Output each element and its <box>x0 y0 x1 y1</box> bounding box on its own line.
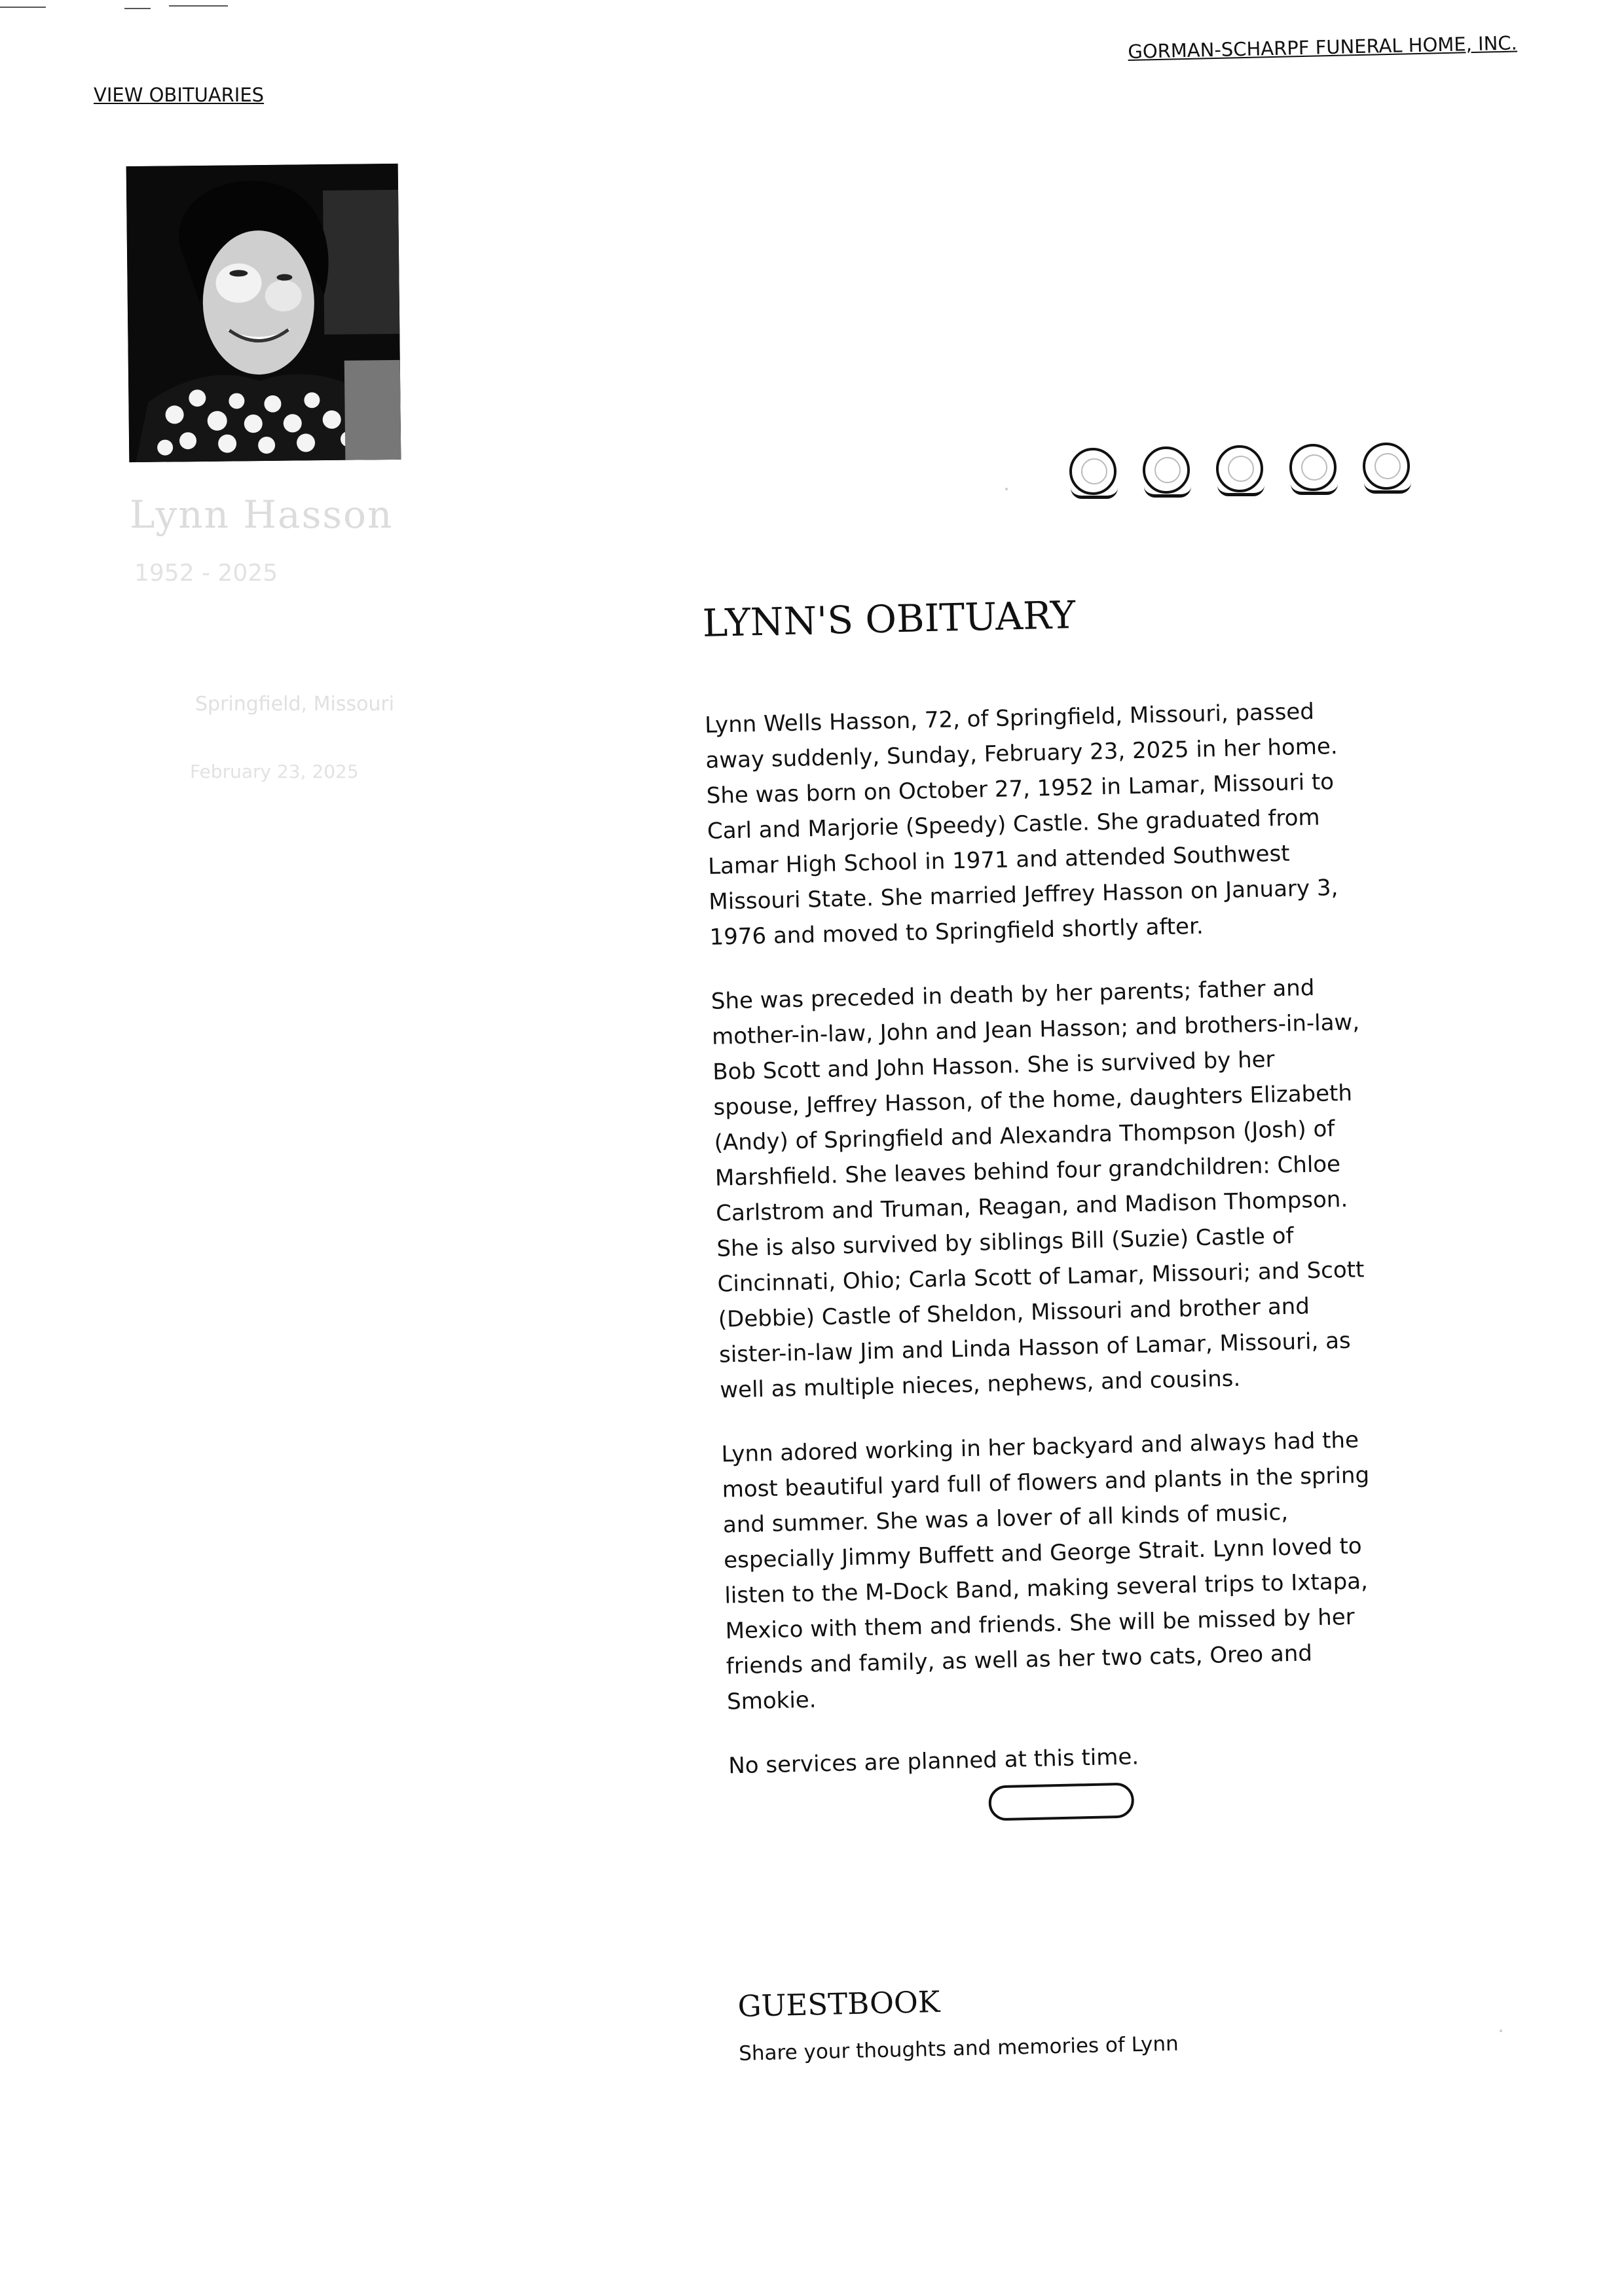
scan-speck <box>1500 2030 1502 2032</box>
obituary-paragraph: Lynn adored working in her backyard and always had the most beautiful yard full of flowers and plants in the spring and summer. She was a lover of all kinds of music, especially Jimmy Buffett and George Strait. Lynn loved to listen to the M-Dock Band, making several trips to Ixtapa, Mexico with them and friends. She will be missed by her friends and family, as well as her two cats, Oreo and Smokie. <box>721 1427 1370 1715</box>
life-dates: 1952 - 2025 <box>134 560 278 587</box>
sidebar-detail-line: Springfield, Missouri <box>195 693 395 716</box>
guestbook-section <box>737 1976 1328 2066</box>
funeral-home-link[interactable]: GORMAN-SCHARPF FUNERAL HOME, INC. <box>1128 31 1518 63</box>
obituary-title: LYNN'S OBITUARY <box>702 592 1077 646</box>
read-more-button[interactable] <box>988 1783 1134 1821</box>
link-icon[interactable] <box>1363 443 1410 490</box>
share-buttons <box>1069 445 1423 504</box>
obituary-paragraph: She was preceded in death by her parents; father and mother-in-law, John and Jean Hasson; and brothers-in-law, Bob Scott and John Hasson. She is survived by her spouse, Jeffrey Hasson, of the home, daughters Elizabeth (Andy) of Springfield and Alexandra Thompson (Josh) of Marshfield. She leaves behind four grandchildren: Chloe Carlstrom and Truman, Reagan, and Madison Thompson. She is also survived by siblings Bill (Suzie) Castle of Cincinnati, Ohio; Carla Scott of Lamar, Missouri; and Scott (Debbie) Castle of Sheldon, Missouri and brother and sister-in-law Jim and Linda Hasson of Lamar, Missouri, as well as multiple nieces, nephews, and cousins. <box>710 974 1365 1404</box>
print-icon[interactable] <box>1289 444 1337 491</box>
scan-artifact <box>169 5 228 7</box>
sidebar-detail-line: February 23, 2025 <box>190 761 359 782</box>
scan-artifact <box>124 8 151 9</box>
guestbook-title: GUESTBOOK <box>737 1984 940 2024</box>
email-icon[interactable] <box>1216 445 1263 492</box>
twitter-icon[interactable] <box>1143 446 1190 494</box>
scan-artifact <box>0 7 46 8</box>
portrait-photo <box>126 164 401 462</box>
obituary-paragraph: Lynn Wells Hasson, 72, of Springfield, Missouri, passed away suddenly, Sunday, February 23, 2025 in her home. She was born on October 27, 1952 in Lamar, Missouri to Carl and Marjorie (Speedy) Castle. She graduated from Lamar High School in 1971 and attended Southwest Missouri State. She married Jeffrey Hasson on January 3, 1976 and moved to Springfield shortly after. <box>704 698 1338 951</box>
scan-speck <box>1005 488 1008 490</box>
services-note: No services are planned at this time. <box>728 1743 1139 1779</box>
view-obituaries-link[interactable]: VIEW OBITUARIES <box>94 84 265 106</box>
decedent-name: Lynn Hasson <box>130 492 394 537</box>
obituary-section <box>702 586 1384 1827</box>
facebook-icon[interactable] <box>1069 448 1116 495</box>
guestbook-subtitle: Share your thoughts and memories of Lynn <box>738 2032 1179 2066</box>
